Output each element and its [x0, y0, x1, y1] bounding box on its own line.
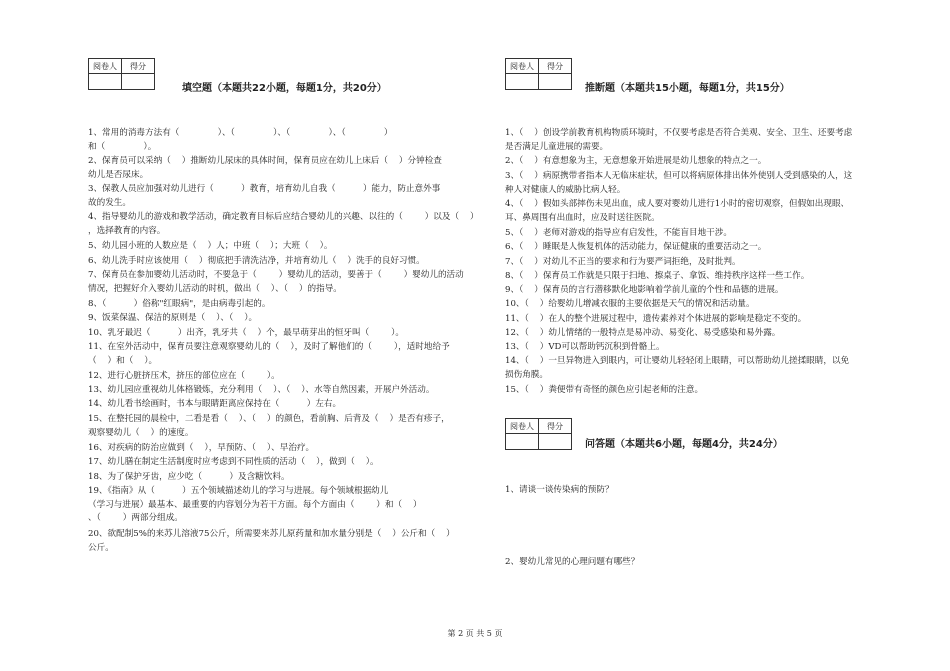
question-item: 1、常用的消毒方法有（ ）、（ ）、（ ）、（ ） 和（ ）。 — [88, 128, 393, 152]
question-item: 6、幼儿洗手时应该使用（ ）彻底把手清洗洁净，并培育幼儿（ ）洗手的良好习惯。 — [88, 256, 425, 266]
score-box-score-label: 得分 — [539, 419, 572, 434]
judgment-item: 8、（ ）保育员工作就是只限于扫地、擦桌子、拿饭、维持秩序这样一些工作。 — [505, 271, 810, 281]
section-title-fill-in: 填空题（本题共22小题，每题1分，共20分） — [182, 83, 387, 94]
question-item: 4、指导婴幼儿的游戏和教学活动，确定教育目标后应结合婴幼儿的兴趣、以往的（ ）以及（ ） ，选择教育的内容。 — [88, 212, 479, 236]
question-item: 5、幼儿园小班的人数应是（ ）人；中班（ ）；大班（ ）。 — [88, 241, 333, 251]
score-box-grader-cell — [506, 434, 539, 450]
judgment-item: 6、（ ）睡眠是人恢复机体的活动能力，保证健康的重要活动之一。 — [505, 242, 767, 252]
score-box-score-cell — [539, 434, 572, 450]
question-item: 7、保育员在参加婴幼儿活动时，不要急于（ ）婴幼儿的活动，要善于（ ）婴幼儿的活动 情况，把握好介入婴幼儿活动的时机，做出（ ）、（ ）的指导。 — [88, 270, 464, 294]
judgment-item: 1、（ ）创设学前教育机构物质环境时，不仅要考虑是否符合美观、安全、卫生、还要考虑 是否满足儿童进展的需要。 — [505, 128, 853, 152]
judgment-item: 13、（ ）VD可以帮助钙沉积到骨骼上。 — [505, 342, 665, 352]
section-title-judgment: 推断题（本题共15小题，每题1分，共15分） — [585, 83, 790, 94]
score-box-grader-label: 阅卷人 — [89, 59, 122, 74]
question-item: 2、保育员可以采纳（ ）推断幼儿尿床的具体时间，保育员应在幼儿上床后（ ）分钟检查 幼儿是否尿床。 — [88, 156, 442, 180]
score-box-score-cell — [539, 74, 572, 90]
score-box — [505, 418, 572, 450]
question-item: 9、饭菜保温、保洁的原则是（ ）、（ ）。 — [88, 313, 258, 323]
score-box-grader-label: 阅卷人 — [506, 419, 539, 434]
judgment-item: 11、（ ）在人的整个进展过程中，遗传素养对个体进展的影响是稳定不变的。 — [505, 314, 807, 324]
question-item: 17、幼儿膳在制定生活制度时应考虑到不同性质的活动（ ），做到（ ）。 — [88, 457, 379, 467]
judgment-item: 10、（ ）给婴幼儿增减衣服的主要依据是天气的情况和活动量。 — [505, 299, 755, 309]
question-item: 14、幼儿看书绘画时，书本与眼睛距离应保持在（ ）左右。 — [88, 399, 342, 409]
question-item: 18、为了保护牙齿，应少吃（ ）及含糖饮料。 — [88, 472, 290, 482]
score-box-grader-cell — [506, 74, 539, 90]
page-number: 第 2 页 共 5 页 — [447, 629, 503, 638]
question-item: 20、欲配制5%的来苏儿溶液75公斤，所需要来苏儿原药量和加水量分别是（ ）公斤和（ ） 公斤。 — [88, 529, 455, 553]
judgment-item: 5、（ ）老师对游戏的指导应有启发性，不能盲目地干涉。 — [505, 228, 732, 238]
judgment-item: 2、（ ）有意想象为主，无意想象开始进展是幼儿想象的特点之一。 — [505, 156, 767, 166]
essay-question: 2、婴幼儿常见的心理问题有哪些？ — [505, 557, 640, 567]
score-box-score-cell — [122, 74, 155, 90]
question-item: 12、进行心脏挤压术，挤压的部位应在（ ）。 — [88, 371, 280, 381]
judgment-item: 12、（ ）幼儿情绪的一般特点是易冲动、易变化、易受感染和易外露。 — [505, 328, 781, 338]
question-item: 15、在整托园的晨检中，二看是看（ ）、（ ）的颜色，看前胸、后背及（ ）是否有疹子， 观察婴幼儿（ ）的速度。 — [88, 414, 450, 438]
judgment-item: 7、（ ）对幼儿不正当的要求和行为要严词拒绝，及时批判。 — [505, 257, 741, 267]
question-item: 19、《指南》从（ ）五个领域描述幼儿的学习与进展。每个领域根据幼儿 （学习与进展）最基本、最重要的内容划分为若干方面。每个方面由（ ）和（ ） 、（ ）两部分组成。 — [88, 486, 422, 524]
question-item: 11、在室外活动中，保育员要注意观察婴幼儿的（ ），及时了解他们的（ ），适时地给予 （ ）和（ ）。 — [88, 342, 450, 366]
score-box — [505, 58, 572, 90]
judgment-item: 15、（ ）粪便带有奇怪的颜色应引起老师的注意。 — [505, 385, 704, 395]
score-box-grader-label: 阅卷人 — [506, 59, 539, 74]
judgment-item: 4、（ ）假如头部摔伤未见出血，成人要对婴幼儿进行1小时的密切观察，但假如出现眼、 耳、鼻周围有出血时，应及时送往医院。 — [505, 199, 850, 223]
question-item: 10、乳牙最迟（ ）出齐，乳牙共（ ）个，最早萌芽出的恒牙叫（ ）。 — [88, 328, 404, 338]
score-box-score-label: 得分 — [539, 59, 572, 74]
judgment-item: 9、（ ）保育员的言行潜移默化地影响着学前儿童的个性和品德的进展。 — [505, 285, 784, 295]
score-box-grader-cell — [89, 74, 122, 90]
score-box-score-label: 得分 — [122, 59, 155, 74]
question-item: 16、对疾病的防治应做到（ ），早预防、（ ）、早治疗。 — [88, 443, 315, 453]
essay-question: 1、请谈一谈传染病的预防？ — [505, 485, 614, 495]
question-item: 13、幼儿园应重视幼儿体格锻炼，充分利用（ ）、（ ）、水等自然因素，开展户外活动。 — [88, 385, 435, 395]
score-box — [88, 58, 155, 90]
judgment-item: 3、（ ）病原携带者指本人无临床症状，但可以将病原体排出体外使别人受到感染的人，这 种人对健康人的威胁比病人轻。 — [505, 171, 853, 195]
judgment-item: 14、（ ）一旦异物进入到眼内，可让婴幼儿轻轻闭上眼睛，可以帮助幼儿搓揉眼睛，以免 损伤角膜。 — [505, 356, 850, 380]
section-title-essay: 问答题（本题共6小题，每题4分，共24分） — [585, 439, 783, 450]
question-item: 3、保教人员应加强对幼儿进行（ ）教育，培育幼儿自我（ ）能力，防止意外事 故的发生。 — [88, 184, 441, 208]
question-item: 8、（ ）俗称"红眼病"，是由病毒引起的。 — [88, 299, 271, 309]
